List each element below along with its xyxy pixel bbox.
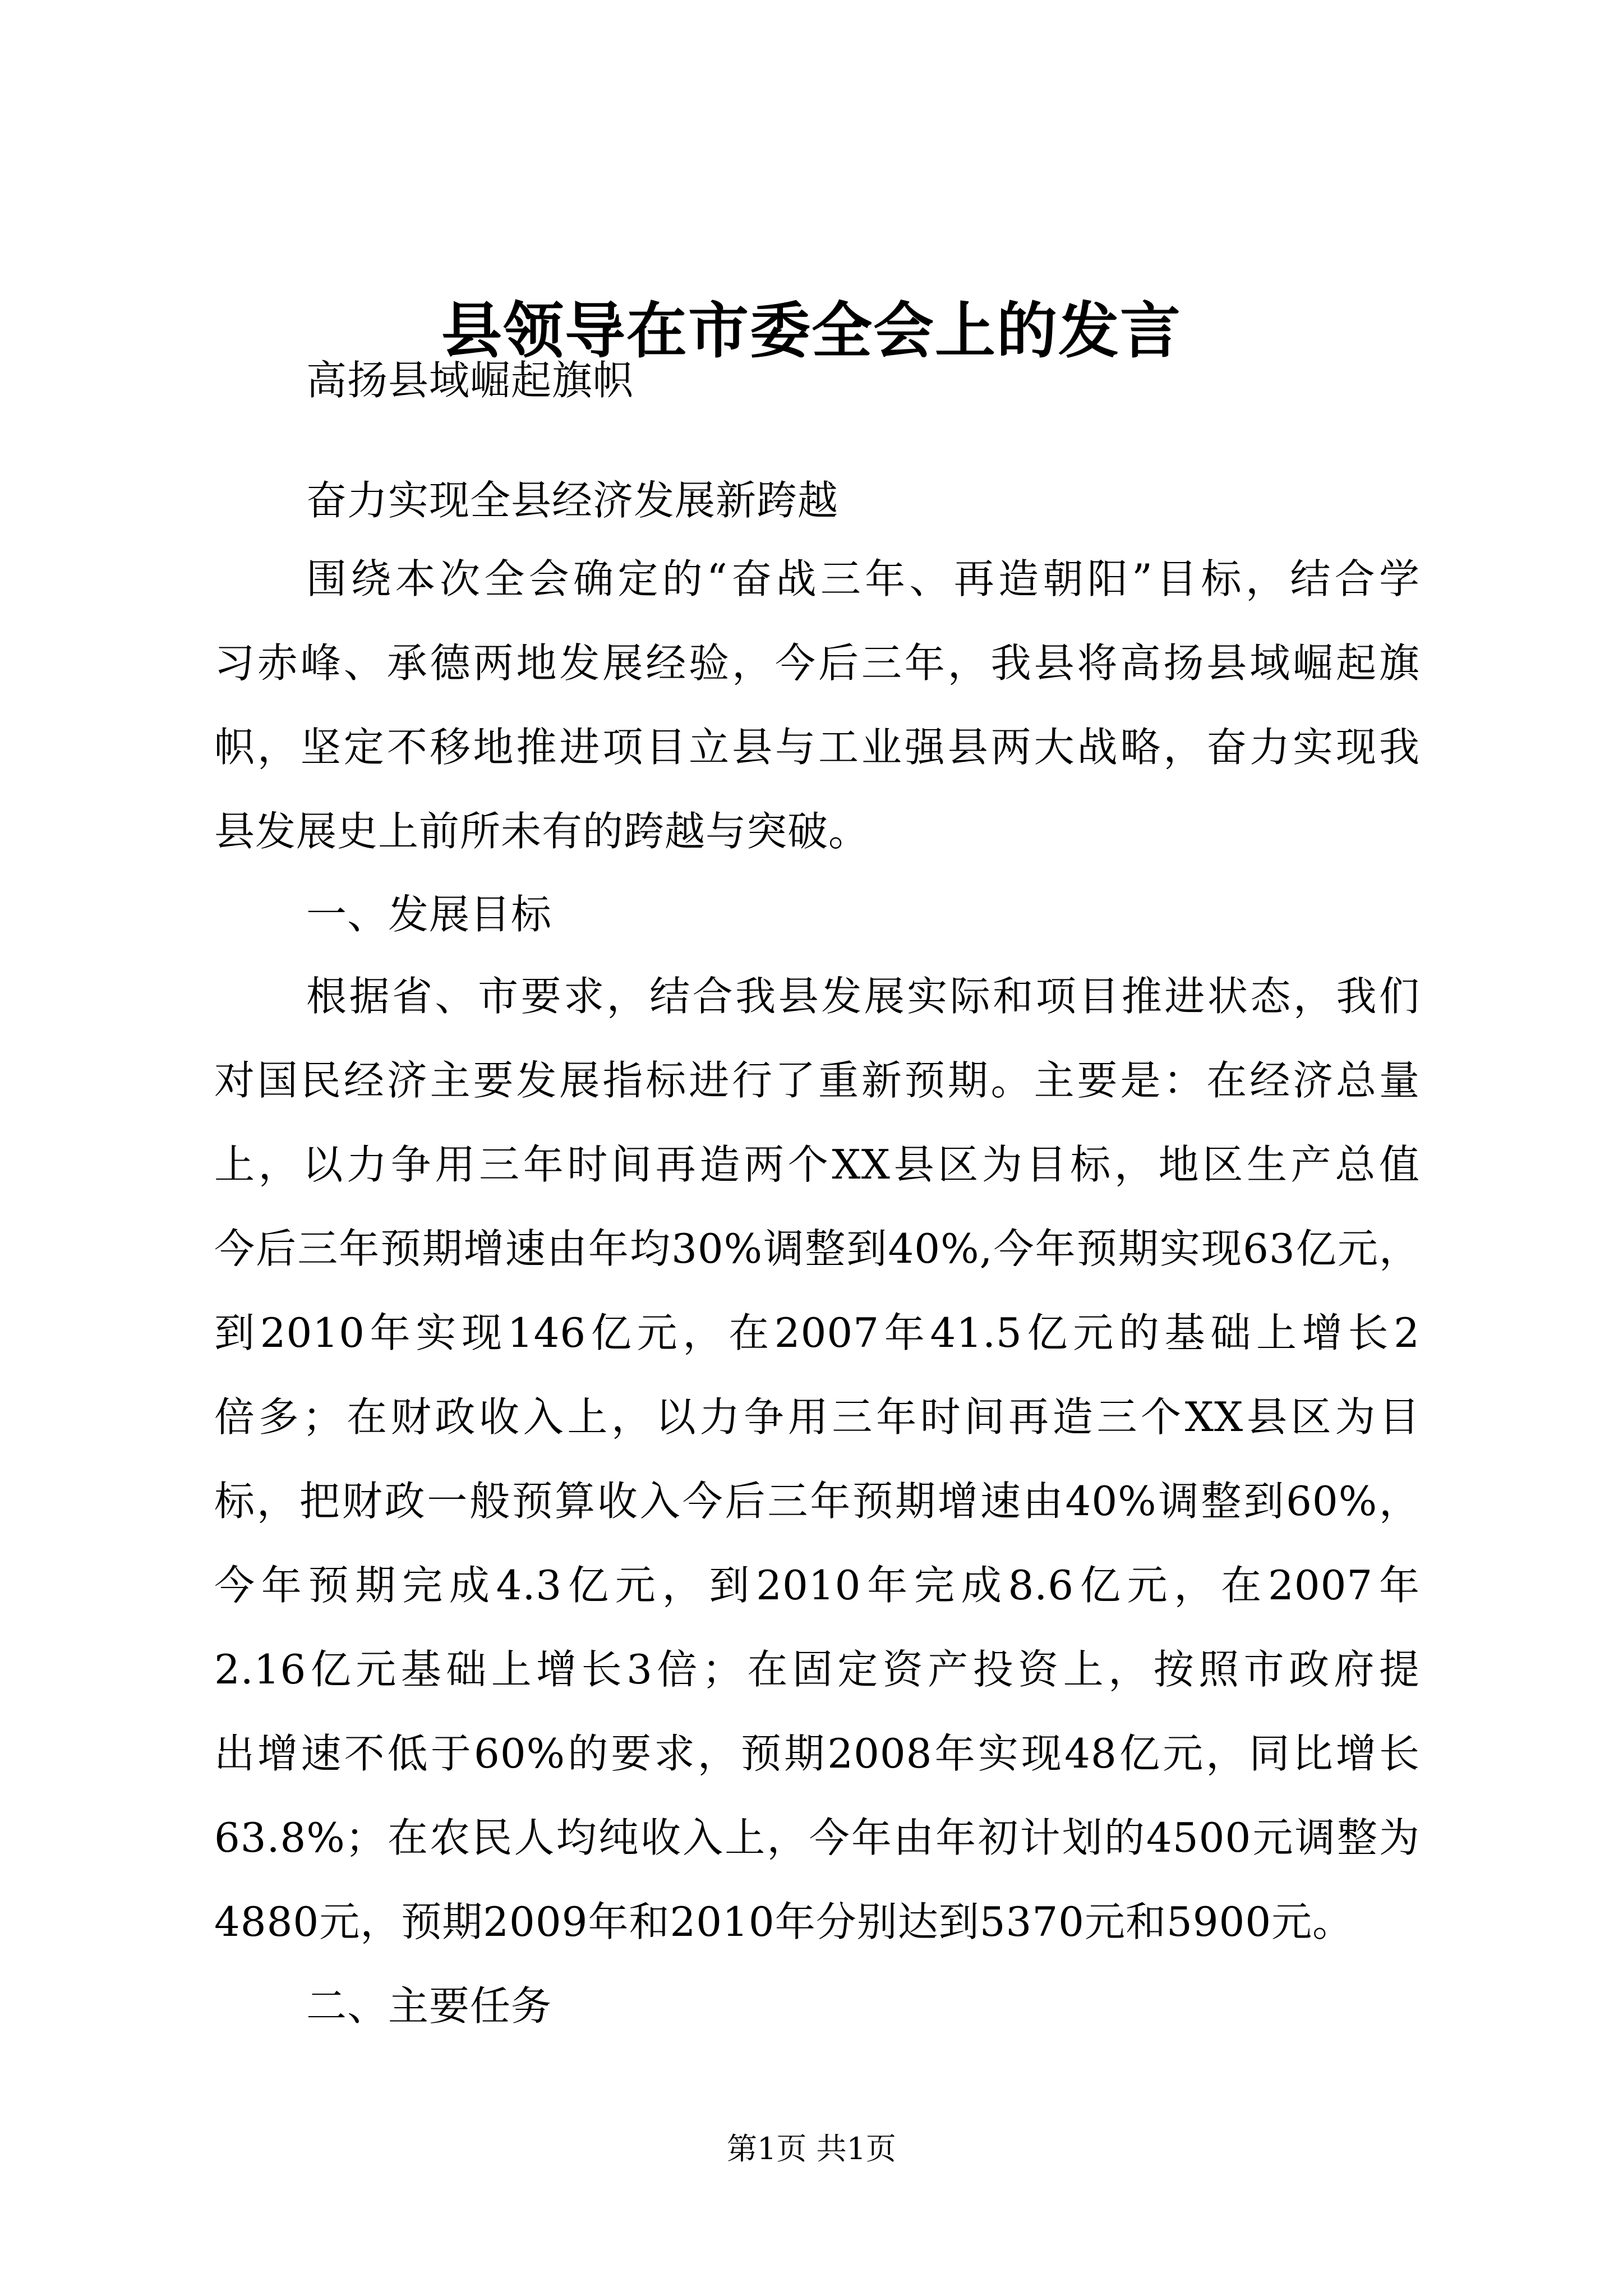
paragraph-line: 63.8%；在农民人均纯收入上，今年由年初计划的4500元调整为 bbox=[214, 1814, 1420, 1861]
page-number-footer: 第1页 共1页 bbox=[727, 2131, 896, 2166]
paragraph-line: 今后三年预期增速由年均30%调整到40%,今年预期实现63亿元， bbox=[214, 1225, 1420, 1272]
section-heading-goals: 一、发展目标 bbox=[306, 891, 552, 938]
paragraph-line: 到2010年实现146亿元，在2007年41.5亿元的基础上增长2 bbox=[214, 1309, 1420, 1356]
paragraph-line: 2.16亿元基础上增长3倍；在固定资产投资上，按照市政府提 bbox=[214, 1646, 1420, 1693]
paragraph-line: 对国民经济主要发展指标进行了重新预期。主要是：在经济总量 bbox=[214, 1057, 1420, 1104]
paragraph-line: 根据省、市要求，结合我县发展实际和项目推进状态，我们 bbox=[306, 973, 1420, 1020]
paragraph-line: 帜，坚定不移地推进项目立县与工业强县两大战略，奋力实现我 bbox=[214, 724, 1420, 771]
paragraph-line: 围绕本次全会确定的“奋战三年、再造朝阳”目标，结合学 bbox=[306, 555, 1420, 602]
section-heading-tasks: 二、主要任务 bbox=[306, 1982, 552, 2030]
paragraph-line: 今年预期完成4.3亿元，到2010年完成8.6亿元，在2007年 bbox=[214, 1562, 1420, 1609]
subtitle-line-2: 奋力实现全县经济发展新跨越 bbox=[306, 477, 839, 524]
document-title: 县领导在市委全会上的发言 bbox=[441, 296, 1182, 366]
subtitle-line-1: 高扬县域崛起旗帜 bbox=[306, 357, 634, 404]
paragraph-line: 县发展史上前所未有的跨越与突破。 bbox=[214, 808, 870, 855]
paragraph-line: 倍多；在财政收入上，以力争用三年时间再造三个XX县区为目 bbox=[214, 1393, 1420, 1441]
paragraph-line: 出增速不低于60%的要求，预期2008年实现48亿元，同比增长 bbox=[214, 1730, 1420, 1777]
paragraph-line: 上，以力争用三年时间再造两个XX县区为目标，地区生产总值 bbox=[214, 1141, 1420, 1188]
paragraph-line: 习赤峰、承德两地发展经验，今后三年，我县将高扬县域崛起旗 bbox=[214, 639, 1420, 687]
paragraph-line: 标，把财政一般预算收入今后三年预期增速由40%调整到60%， bbox=[214, 1478, 1420, 1525]
paragraph-line: 4880元，预期2009年和2010年分别达到5370元和5900元。 bbox=[214, 1898, 1354, 1945]
